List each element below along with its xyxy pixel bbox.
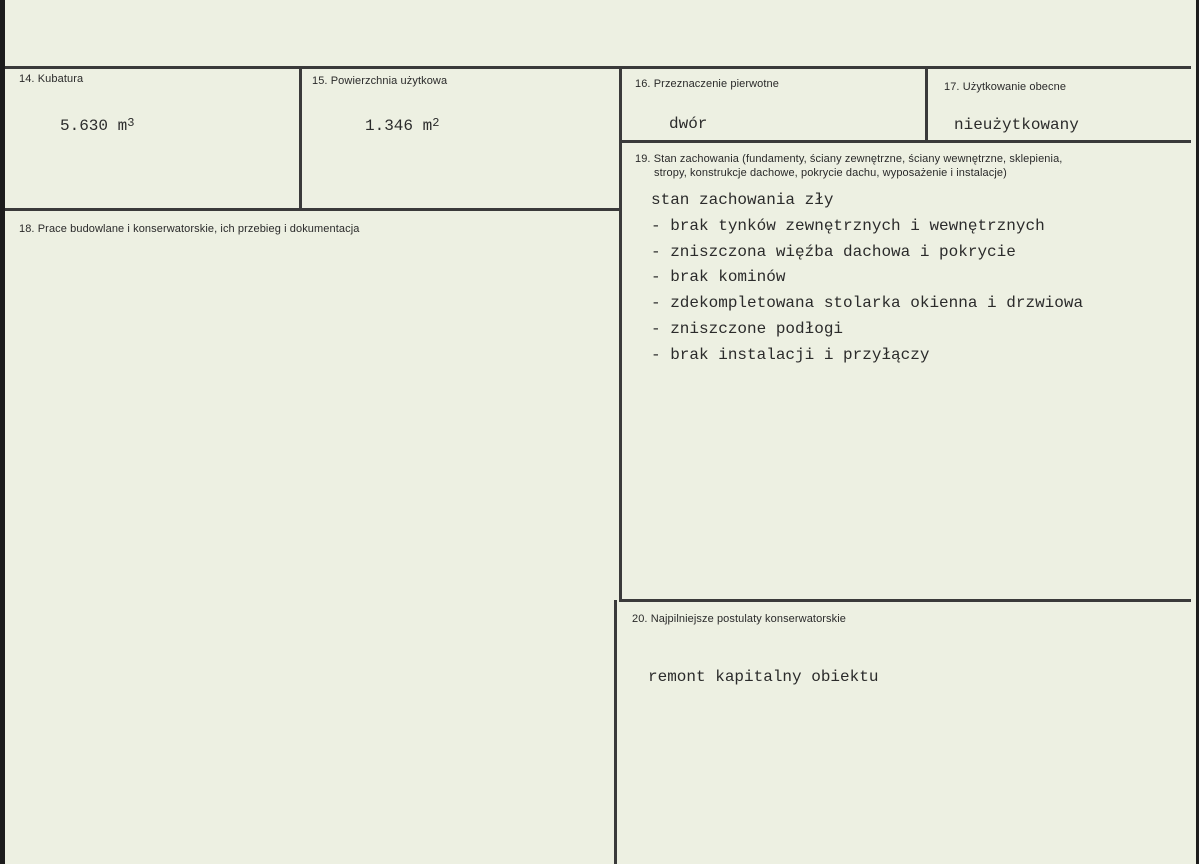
field-15-label: 15. Powierzchnia użytkowa [312, 75, 448, 87]
condition-line: - brak instalacji i przyłączy [651, 345, 930, 364]
field-14-label: 14. Kubatura [19, 73, 84, 85]
field-20-label: 20. Najpilniejsze postulaty konserwatorskie [632, 613, 847, 625]
field-20-value: remont kapitalny obiektu [648, 668, 879, 686]
divider-16-17 [925, 68, 928, 142]
rule-above-20 [619, 599, 1191, 602]
field-14-value [60, 116, 134, 136]
field-14-exponent: 3 [127, 116, 135, 130]
field-15-exponent: 2 [432, 116, 440, 130]
divider-18-20 [614, 600, 617, 864]
rule-under-14-15 [5, 208, 622, 211]
field-17-label: 17. Użytkowanie obecne [944, 81, 1067, 93]
condition-line: - zniszczona więźba dachowa i pokrycie [651, 242, 1016, 261]
condition-line: - brak kominów [651, 268, 786, 287]
field-19-condition-list [651, 188, 1083, 369]
condition-line: - zdekompletowana stolarka okienna i drzwiowa [651, 294, 1084, 313]
card-left-edge [0, 0, 5, 864]
condition-line: - brak tynków zewnętrznych i wewnętrznych [651, 216, 1045, 235]
field-14-number: 5.630 m [60, 117, 128, 135]
field-16-label: 16. Przeznaczenie pierwotne [635, 78, 779, 90]
condition-line: stan zachowania zły [651, 191, 834, 209]
condition-line: - zniszczone podłogi [651, 319, 844, 338]
field-17-value: nieużytkowany [954, 116, 1079, 134]
divider-15-16 [619, 66, 622, 600]
divider-14-15 [299, 66, 302, 210]
field-15-value [365, 116, 439, 136]
field-19-label-line2: stropy, konstrukcje dachowe, pokrycie dachu, wyposażenie i instalacje) [654, 167, 1007, 179]
field-16-value: dwór [669, 115, 708, 133]
field-19-label-line1: 19. Stan zachowania (fundamenty, ściany zewnętrzne, ściany wewnętrzne, sklepienia, [635, 153, 1063, 165]
top-rule [5, 66, 1191, 69]
field-18-label: 18. Prace budowlane i konserwatorskie, ich przebieg i dokumentacja [19, 223, 360, 235]
field-15-number: 1.346 m [365, 117, 433, 135]
rule-under-16-17 [622, 140, 1191, 143]
